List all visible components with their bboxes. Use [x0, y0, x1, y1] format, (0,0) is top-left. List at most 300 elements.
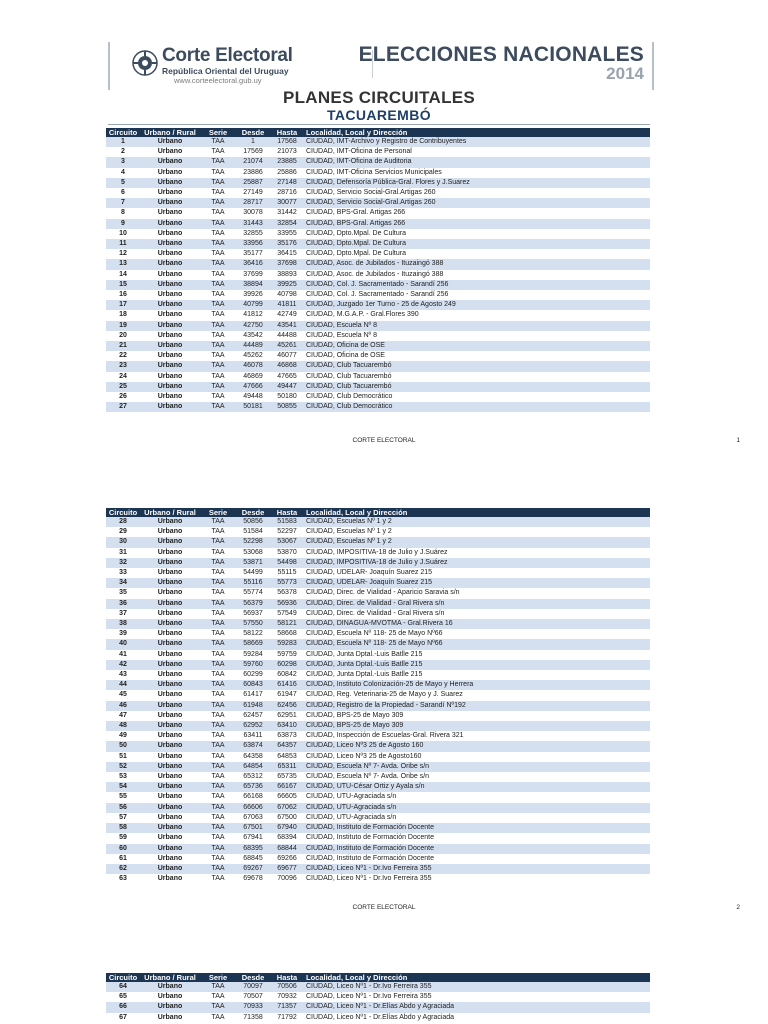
table-row [106, 992, 650, 1002]
localidad-cell: CIUDAD, UTU-Agraciada s/n [304, 803, 650, 813]
localidad-cell: CIUDAD, IMT-Archivo y Registro de Contribuyentes [304, 137, 650, 147]
desde-cell: 54499 [243, 569, 263, 577]
tipo-cell: Urbano [157, 854, 183, 862]
tipo-cell: Urbano [157, 813, 183, 821]
desde-cell: 63411 [243, 732, 263, 740]
localidad-cell: CIUDAD, Direc. de Vialidad - Gral Rivera s/n [306, 609, 445, 617]
serie-cell: TAA [200, 982, 236, 992]
localidad-cell: CIUDAD, Liceo Nº1 - Dr.Elías Abdo y Agraciada [306, 1013, 455, 1021]
serie-cell: TAA [211, 393, 225, 401]
table-row [106, 259, 650, 269]
desde-cell: 50181 [236, 402, 270, 412]
localidad-cell: CIUDAD, IMT-Oficina de Auditoria [304, 157, 650, 167]
localidad-cell: CIUDAD, Dpto.Mpal. De Cultura [304, 239, 650, 249]
desde-cell: 46078 [236, 361, 270, 371]
localidad-cell: CIUDAD, UTU-Agraciada s/n [306, 793, 397, 801]
table-row [106, 599, 650, 609]
localidad-cell: CIUDAD, Inspección de Escuelas-Gral. Rivera 321 [306, 732, 464, 740]
serie-cell: TAA [200, 321, 236, 331]
table-row [106, 823, 650, 833]
tipo-cell: Urbano [157, 270, 183, 278]
desde-cell: 53068 [243, 548, 263, 556]
desde-cell: 39926 [243, 291, 263, 299]
corte-electoral-logo-icon [132, 50, 158, 76]
col-header-hasta: Hasta [270, 973, 304, 982]
serie-cell: TAA [200, 823, 236, 833]
desde-cell: 55774 [243, 589, 263, 597]
localidad-cell: CIUDAD, Servicio Social-Gral.Artigas 260 [304, 198, 650, 208]
hasta-cell: 41811 [270, 300, 304, 310]
desde-cell: 59284 [243, 650, 263, 658]
table-row [106, 731, 650, 741]
table-row [106, 609, 650, 619]
hasta-cell: 38893 [277, 270, 297, 278]
circuito-cell: 41 [119, 650, 127, 658]
hasta-cell: 58121 [270, 619, 304, 629]
localidad-cell: CIUDAD, Escuelas Nº 1 y 2 [304, 537, 650, 547]
table-row [106, 517, 650, 527]
col-header-desde: Desde [236, 508, 270, 517]
circuito-cell: 25 [106, 382, 140, 392]
table-row [106, 1002, 650, 1012]
localidad-cell: CIUDAD, Liceo Nº1 - Dr.Ivo Ferreira 355 [304, 982, 650, 992]
hasta-cell: 46868 [270, 361, 304, 371]
desde-cell: 23886 [243, 168, 263, 176]
tipo-cell: Urbano [157, 528, 183, 536]
circuito-cell: 45 [119, 691, 127, 699]
hasta-cell: 51583 [270, 517, 304, 527]
tipo-cell: Urbano [157, 148, 183, 156]
serie-cell: TAA [211, 352, 225, 360]
footer-label: CORTE ELECTORAL [352, 437, 416, 444]
circuit-table-page-2 [106, 508, 650, 884]
col-header-circuito: Circuito [106, 508, 140, 517]
table-row [106, 711, 650, 721]
hasta-cell: 27148 [270, 178, 304, 188]
table-row [106, 680, 650, 690]
circuito-cell: 12 [119, 250, 127, 258]
hasta-cell: 61416 [270, 680, 304, 690]
hasta-cell: 28716 [277, 189, 297, 197]
tipo-cell: Urbano [157, 291, 183, 299]
table-row [106, 310, 650, 320]
circuito-cell: 14 [119, 270, 127, 278]
desde-cell: 62457 [243, 711, 263, 719]
col-header-urbano-rural: Urbano / Rural [140, 973, 200, 982]
hasta-cell: 54498 [270, 558, 304, 568]
desde-cell: 51584 [243, 528, 263, 536]
col-header-hasta: Hasta [270, 508, 304, 517]
tipo-cell: Urbano [157, 732, 183, 740]
desde-cell: 59760 [236, 660, 270, 670]
localidad-cell: CIUDAD, Oficina de OSE [306, 352, 385, 360]
serie-cell: TAA [200, 701, 236, 711]
serie-cell: TAA [211, 372, 225, 380]
serie-cell: TAA [200, 341, 236, 351]
serie-cell: TAA [200, 844, 236, 854]
table-row [106, 690, 650, 700]
hasta-cell: 47665 [277, 372, 297, 380]
serie-cell: TAA [200, 782, 236, 792]
hasta-cell: 45261 [270, 341, 304, 351]
circuito-cell: 6 [121, 189, 125, 197]
tipo-cell: Urbano [140, 823, 200, 833]
hasta-cell: 31442 [277, 209, 297, 217]
localidad-cell: CIUDAD, Instituto Colonización-25 de Mayo y Herrera [304, 680, 650, 690]
serie-cell: TAA [200, 361, 236, 371]
circuito-cell: 39 [119, 630, 127, 638]
title-divider [108, 124, 650, 125]
localidad-cell: CIUDAD, Escuela Nº 8 [304, 321, 650, 331]
circuito-cell: 42 [106, 660, 140, 670]
circuito-cell: 11 [106, 239, 140, 249]
serie-cell: TAA [200, 721, 236, 731]
table-row [106, 321, 650, 331]
desde-cell: 65736 [236, 782, 270, 792]
serie-cell: TAA [211, 732, 225, 740]
tipo-cell: Urbano [140, 178, 200, 188]
hasta-cell: 35176 [270, 239, 304, 249]
table-row [106, 402, 650, 412]
hasta-cell: 60842 [277, 671, 297, 679]
desde-cell: 28717 [236, 198, 270, 208]
tipo-cell: Urbano [157, 752, 183, 760]
circuito-cell: 31 [119, 548, 127, 556]
table-row [106, 537, 650, 547]
col-header-serie: Serie [200, 973, 236, 982]
hasta-cell: 55773 [270, 578, 304, 588]
event-title: ELECCIONES NACIONALES [358, 43, 644, 66]
circuito-cell: 58 [106, 823, 140, 833]
circuito-cell: 37 [119, 609, 127, 617]
serie-cell: TAA [200, 280, 236, 290]
table-row [106, 300, 650, 310]
tipo-cell: Urbano [140, 137, 200, 147]
table-row [106, 290, 650, 300]
table-row [106, 701, 650, 711]
localidad-cell: CIUDAD, Club Tacuarembó [304, 361, 650, 371]
tipo-cell: Urbano [140, 300, 200, 310]
localidad-cell: CIUDAD, Liceo Nº1 - Dr.Ivo Ferreira 355 [306, 993, 432, 1001]
serie-cell: TAA [211, 589, 225, 597]
circuito-cell: 33 [119, 569, 127, 577]
localidad-cell: CIUDAD, Juzgado 1er Turno - 25 de Agosto 249 [304, 300, 650, 310]
localidad-cell: CIUDAD, UDELAR- Joaquín Suarez 215 [304, 578, 650, 588]
serie-cell: TAA [211, 291, 225, 299]
tipo-cell: Urbano [157, 1013, 183, 1021]
localidad-cell: CIUDAD, Servicio Social-Gral.Artigas 260 [306, 189, 436, 197]
circuito-cell: 52 [106, 762, 140, 772]
hasta-cell: 58668 [277, 630, 297, 638]
tipo-cell: Urbano [140, 721, 200, 731]
table-header [106, 508, 650, 517]
circuito-cell: 40 [106, 639, 140, 649]
serie-cell: TAA [200, 639, 236, 649]
hasta-cell: 66605 [277, 793, 297, 801]
table-row [106, 752, 650, 762]
table-row [106, 813, 650, 823]
circuito-cell: 4 [121, 168, 125, 176]
hasta-cell: 63410 [270, 721, 304, 731]
hasta-cell: 66167 [270, 782, 304, 792]
desde-cell: 69267 [236, 864, 270, 874]
tipo-cell: Urbano [140, 321, 200, 331]
table-row [106, 629, 650, 639]
hasta-cell: 36415 [277, 250, 297, 258]
tipo-cell: Urbano [157, 671, 183, 679]
hasta-cell: 70096 [277, 875, 297, 883]
tipo-cell: Urbano [140, 680, 200, 690]
localidad-cell: CIUDAD, Junta Dptal.-Luis Batlle 215 [306, 650, 423, 658]
tipo-cell: Urbano [157, 229, 183, 237]
serie-cell: TAA [200, 259, 236, 269]
col-header-urbano-rural: Urbano / Rural [140, 508, 200, 517]
localidad-cell: CIUDAD, Liceo Nº3 25 de Agosto 160 [304, 741, 650, 751]
tipo-cell: Urbano [140, 619, 200, 629]
circuito-cell: 44 [106, 680, 140, 690]
desde-cell: 70097 [236, 982, 270, 992]
hasta-cell: 21073 [277, 148, 297, 156]
hasta-cell: 44488 [277, 331, 297, 339]
localidad-cell: CIUDAD, Reg. Veterinaria-25 de Mayo y J. Suarez [306, 691, 463, 699]
footer-page-number: 2 [736, 904, 740, 911]
hasta-cell: 71792 [277, 1013, 297, 1021]
circuit-table-page-1 [106, 128, 650, 412]
localidad-cell: CIUDAD, Asoc. de Jubilados - Ituzaingó 388 [306, 270, 444, 278]
desde-cell: 55116 [236, 578, 270, 588]
table-row [106, 188, 650, 198]
localidad-cell: CIUDAD, Junta Dptal.-Luis Batlle 215 [304, 660, 650, 670]
circuito-cell: 19 [106, 321, 140, 331]
tipo-cell: Urbano [140, 239, 200, 249]
localidad-cell: CIUDAD, UDELAR- Joaquín Suarez 215 [306, 569, 433, 577]
table-row [106, 270, 650, 280]
circuito-cell: 13 [106, 259, 140, 269]
table-body [106, 982, 650, 1023]
localidad-cell: CIUDAD, Instituto de Formación Docente [304, 823, 650, 833]
hasta-cell: 56936 [270, 599, 304, 609]
brand-name: Corte Electoral [162, 45, 293, 66]
hasta-cell: 69677 [270, 864, 304, 874]
table-header [106, 128, 650, 137]
serie-cell: TAA [200, 382, 236, 392]
tipo-cell: Urbano [157, 331, 183, 339]
tipo-cell: Urbano [140, 803, 200, 813]
brand-subtitle: República Oriental del Uruguay [162, 66, 289, 76]
col-header-serie: Serie [200, 128, 236, 137]
circuito-cell: 16 [119, 291, 127, 299]
table-row [106, 982, 650, 992]
tipo-cell: Urbano [140, 741, 200, 751]
desde-cell: 33956 [236, 239, 270, 249]
tipo-cell: Urbano [157, 352, 183, 360]
localidad-cell: CIUDAD, Oficina de OSE [304, 341, 650, 351]
circuito-cell: 56 [106, 803, 140, 813]
table-row [106, 568, 650, 578]
serie-cell: TAA [211, 548, 225, 556]
localidad-cell: CIUDAD, Defensoría Pública-Gral. Flores y J.Suarez [304, 178, 650, 188]
table-row [106, 137, 650, 147]
localidad-cell: CIUDAD, Direc. de Vialidad - Aparicio Saravia s/n [306, 589, 460, 597]
circuito-cell: 27 [106, 402, 140, 412]
serie-cell: TAA [200, 619, 236, 629]
table-row [106, 527, 650, 537]
circuito-cell: 47 [119, 711, 127, 719]
desde-cell: 25887 [236, 178, 270, 188]
hasta-cell: 32854 [270, 219, 304, 229]
hasta-cell: 50855 [270, 402, 304, 412]
tipo-cell: Urbano [157, 691, 183, 699]
col-header-localidad: Localidad, Local y Dirección [304, 973, 650, 982]
tipo-cell: Urbano [157, 372, 183, 380]
hasta-cell: 67062 [270, 803, 304, 813]
serie-cell: TAA [211, 793, 225, 801]
desde-cell: 66168 [243, 793, 263, 801]
tipo-cell: Urbano [140, 639, 200, 649]
desde-cell: 60843 [236, 680, 270, 690]
table-row [106, 588, 650, 598]
table-row [106, 772, 650, 782]
serie-cell: TAA [211, 168, 225, 176]
localidad-cell: CIUDAD, Escuela Nº 7- Avda. Oribe s/n [304, 762, 650, 772]
serie-cell: TAA [200, 803, 236, 813]
tipo-cell: Urbano [157, 569, 183, 577]
table-body [106, 137, 650, 412]
table-row [106, 660, 650, 670]
circuito-cell: 43 [119, 671, 127, 679]
hasta-cell: 62456 [270, 701, 304, 711]
table-row [106, 833, 650, 843]
hasta-cell: 49447 [270, 382, 304, 392]
col-header-serie: Serie [200, 508, 236, 517]
circuito-cell: 8 [121, 209, 125, 217]
hasta-cell: 46077 [277, 352, 297, 360]
hasta-cell: 69266 [277, 854, 297, 862]
localidad-cell: CIUDAD, IMT-Oficina Servicios Municipales [306, 168, 442, 176]
tipo-cell: Urbano [157, 609, 183, 617]
hasta-cell: 55115 [277, 569, 297, 577]
circuito-cell: 21 [106, 341, 140, 351]
localidad-cell: CIUDAD, BPS-Gral. Artigas 266 [306, 209, 406, 217]
localidad-cell: CIUDAD, Liceo Nº1 - Dr.Elías Abdo y Agraciada [304, 1002, 650, 1012]
serie-cell: TAA [200, 1002, 236, 1012]
localidad-cell: CIUDAD, IMPOSITIVA-18 de Julio y J.Suárez [306, 548, 448, 556]
circuito-cell: 3 [106, 157, 140, 167]
hasta-cell: 23885 [270, 157, 304, 167]
tipo-cell: Urbano [157, 711, 183, 719]
desde-cell: 27149 [243, 189, 263, 197]
table-row [106, 331, 650, 341]
localidad-cell: CIUDAD, Asoc. de Jubilados - Ituzaingó 388 [304, 259, 650, 269]
desde-cell: 31443 [236, 219, 270, 229]
serie-cell: TAA [200, 300, 236, 310]
localidad-cell: CIUDAD, BPS-Gral. Artigas 266 [304, 219, 650, 229]
tipo-cell: Urbano [157, 650, 183, 658]
tipo-cell: Urbano [157, 209, 183, 217]
serie-cell: TAA [211, 250, 225, 258]
hasta-cell: 60298 [270, 660, 304, 670]
hasta-cell: 50180 [277, 393, 297, 401]
serie-cell: TAA [200, 137, 236, 147]
circuito-cell: 15 [106, 280, 140, 290]
desde-cell: 65312 [243, 773, 263, 781]
hasta-cell: 17568 [270, 137, 304, 147]
col-header-circuito: Circuito [106, 973, 140, 982]
tipo-cell: Urbano [140, 198, 200, 208]
table-row [106, 619, 650, 629]
circuito-cell: 64 [106, 982, 140, 992]
localidad-cell: CIUDAD, Liceo Nº1 - Dr.Ivo Ferreira 355 [304, 864, 650, 874]
desde-cell: 70507 [243, 993, 263, 1001]
event-block [359, 44, 644, 82]
desde-cell: 45262 [243, 352, 263, 360]
tipo-cell: Urbano [157, 589, 183, 597]
desde-cell: 57550 [236, 619, 270, 629]
table-row [106, 382, 650, 392]
hasta-cell: 33955 [277, 229, 297, 237]
document-header [108, 42, 654, 90]
col-header-circuito: Circuito [106, 128, 140, 137]
serie-cell: TAA [211, 752, 225, 760]
tipo-cell: Urbano [157, 793, 183, 801]
serie-cell: TAA [200, 157, 236, 167]
tipo-cell: Urbano [157, 548, 183, 556]
serie-cell: TAA [200, 864, 236, 874]
serie-cell: TAA [200, 239, 236, 249]
localidad-cell: CIUDAD, Col. J. Sacramentado - Sarandí 256 [304, 280, 650, 290]
table-row [106, 178, 650, 188]
desde-cell: 63874 [236, 741, 270, 751]
circuito-cell: 62 [106, 864, 140, 874]
table-row [106, 650, 650, 660]
table-row [106, 639, 650, 649]
table-row [106, 361, 650, 371]
serie-cell: TAA [200, 402, 236, 412]
desde-cell: 61948 [236, 701, 270, 711]
localidad-cell: CIUDAD, BPS-25 de Mayo 309 [304, 721, 650, 731]
table-row [106, 558, 650, 568]
circuito-cell: 57 [119, 813, 127, 821]
serie-cell: TAA [211, 630, 225, 638]
table-row [106, 762, 650, 772]
hasta-cell: 53870 [277, 548, 297, 556]
localidad-cell: CIUDAD, M.G.A.P. - Gral.Flores 390 [306, 311, 419, 319]
serie-cell: TAA [200, 762, 236, 772]
serie-cell: TAA [200, 558, 236, 568]
localidad-cell: CIUDAD, Club Tacuarembó [306, 372, 392, 380]
localidad-cell: CIUDAD, BPS-25 de Mayo 309 [306, 711, 404, 719]
hasta-cell: 68844 [270, 844, 304, 854]
serie-cell: TAA [211, 148, 225, 156]
localidad-cell: CIUDAD, Liceo Nº3 25 de Agosto160 [306, 752, 422, 760]
tipo-cell: Urbano [140, 341, 200, 351]
localidad-cell: CIUDAD, Direc. de Vialidad - Gral Rivera s/n [304, 599, 650, 609]
col-header-hasta: Hasta [270, 128, 304, 137]
circuito-cell: 66 [106, 1002, 140, 1012]
circuito-cell: 67 [119, 1013, 127, 1021]
desde-cell: 43542 [243, 331, 263, 339]
serie-cell: TAA [200, 537, 236, 547]
table-row [106, 147, 650, 157]
tipo-cell: Urbano [140, 361, 200, 371]
tipo-cell: Urbano [140, 157, 200, 167]
table-row [106, 219, 650, 229]
desde-cell: 67501 [236, 823, 270, 833]
localidad-cell: CIUDAD, UTU-Agraciada s/n [306, 813, 397, 821]
hasta-cell: 56378 [277, 589, 297, 597]
desde-cell: 64358 [243, 752, 263, 760]
table-row [106, 844, 650, 854]
